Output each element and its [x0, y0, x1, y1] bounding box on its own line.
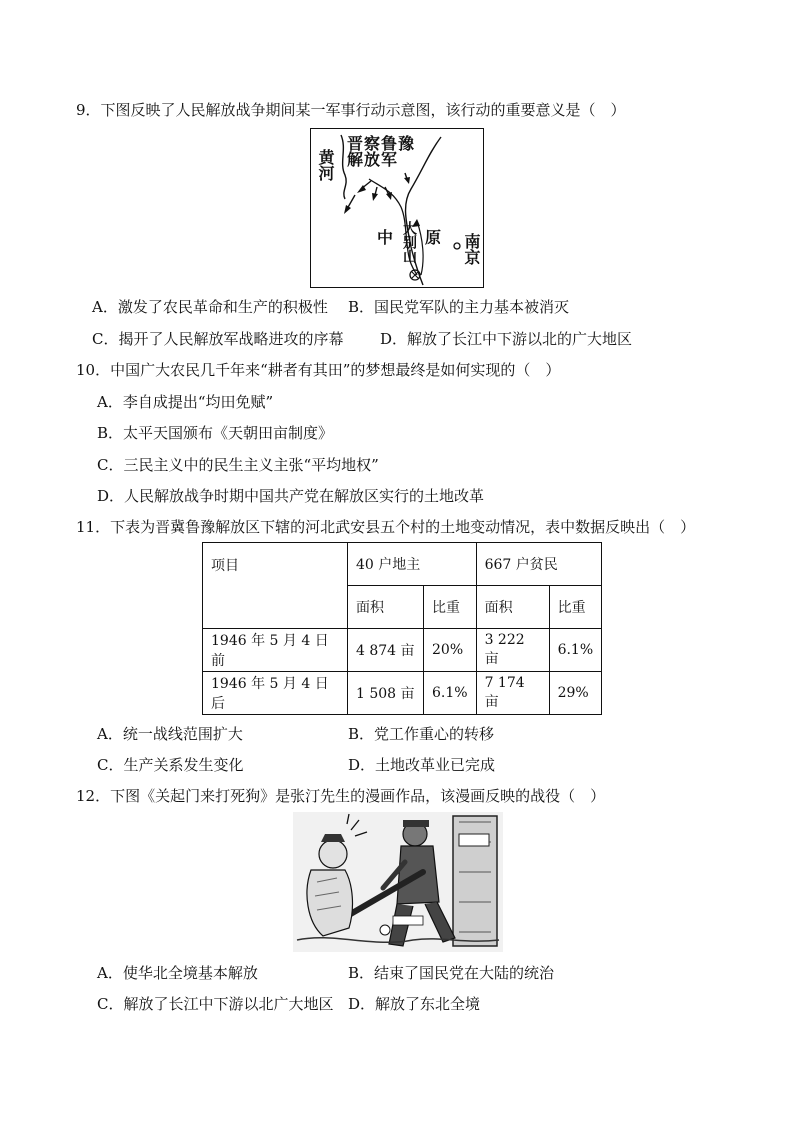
map-label-force-1: 晋察鲁豫: [347, 134, 416, 153]
arrow-head-icon: [344, 205, 351, 214]
q10-option-a[interactable]: A．李自成提出“均田免赋”: [97, 393, 274, 411]
table-subheader-area: 面积: [476, 586, 549, 629]
table-cell-peasant-area: 3 222 亩: [476, 629, 549, 672]
table-cell-peasant-share: 6.1%: [549, 629, 602, 672]
q9-option-d[interactable]: D．解放了长江中下游以北的广大地区: [380, 330, 633, 348]
q9-option-b[interactable]: B．国民党军队的主力基本被消灭: [348, 298, 570, 316]
table-subheader-share: 比重: [549, 586, 602, 629]
q11-option-b[interactable]: B．党工作重心的转移: [348, 725, 495, 743]
cartoon-image: [293, 812, 503, 952]
q10-option-b[interactable]: B．太平天国颁布《天朝田亩制度》: [97, 424, 334, 442]
table-row-label: 1946 年 5 月 4 日前: [203, 629, 348, 672]
map-label-yellow-river: 黄河: [316, 149, 335, 181]
q12-option-d[interactable]: D．解放了东北全境: [348, 995, 481, 1013]
arrow-head-icon: [404, 177, 410, 184]
table-subheader-area: 面积: [348, 586, 424, 629]
q10-stem: 10．中国广大农民几千年来“耕者有其田”的梦想最终是如何实现的（ ）: [76, 361, 561, 379]
march-route-line-2: [417, 221, 423, 275]
q11-stem: 11．下表为晋冀鲁豫解放区下辖的河北武安县五个村的土地变动情况，表中数据反映出（ ）: [76, 518, 696, 536]
q11-option-d[interactable]: D．土地改革业已完成: [348, 756, 496, 774]
table-corner-cell: 项目: [203, 543, 348, 629]
land-change-table: [202, 542, 602, 715]
q9-option-c[interactable]: C．揭开了人民解放军战略进攻的序幕: [92, 330, 344, 348]
map-label-force-2: 解放军: [347, 150, 399, 169]
table-row-label: 1946 年 5 月 4 日后: [203, 672, 348, 715]
map-label-region-1: 中: [377, 228, 394, 247]
table-cell-peasant-share: 29%: [549, 672, 602, 715]
q11-option-a[interactable]: A．统一战线范围扩大: [97, 725, 243, 743]
q9-stem: 9．下图反映了人民解放战争期间某一军事行动示意图，该行动的重要意义是（ ）: [76, 101, 626, 119]
map-label-region-2: 原: [425, 228, 442, 247]
q12-stem: 12．下图《关起门来打死狗》是张汀先生的漫画作品，该漫画反映的战役（ ）: [76, 787, 606, 805]
arrow-head-icon: [386, 192, 392, 200]
table-row: [203, 629, 602, 672]
table-cell-landlord-area: 1 508 亩: [348, 672, 424, 715]
table-subheader-share: 比重: [424, 586, 477, 629]
q9-option-a[interactable]: A．激发了农民革命和生产的积极性: [92, 298, 328, 316]
map-label-dabieshan: 大别山: [401, 221, 417, 263]
q10-option-c[interactable]: C．三民主义中的民生主义主张“平均地权”: [97, 456, 379, 474]
cartoon-drawing: [293, 812, 503, 952]
q12-option-a[interactable]: A．使华北全境基本解放: [97, 964, 258, 982]
q10-option-d[interactable]: D．人民解放战争时期中国共产党在解放区实行的土地改革: [97, 487, 485, 505]
troop-movement-map: [310, 128, 484, 288]
nanjing-dot-icon: [454, 243, 460, 249]
q12-option-c[interactable]: C．解放了长江中下游以北广大地区: [97, 995, 334, 1013]
map-label-nanjing: 南京: [462, 233, 481, 265]
yellow-river-line: [341, 135, 346, 199]
table-cell-landlord-share: 20%: [424, 629, 477, 672]
table-header-landlords: 40 户地主: [348, 543, 477, 586]
arrow-head-icon: [372, 193, 378, 201]
q11-option-c[interactable]: C．生产关系发生变化: [97, 756, 244, 774]
q12-option-b[interactable]: B．结束了国民党在大陆的统治: [348, 964, 555, 982]
table-cell-landlord-share: 6.1%: [424, 672, 477, 715]
table-cell-peasant-area: 7 174 亩: [476, 672, 549, 715]
table-row: [203, 672, 602, 715]
table-cell-landlord-area: 4 874 亩: [348, 629, 424, 672]
table-header-peasants: 667 户贫民: [476, 543, 602, 586]
